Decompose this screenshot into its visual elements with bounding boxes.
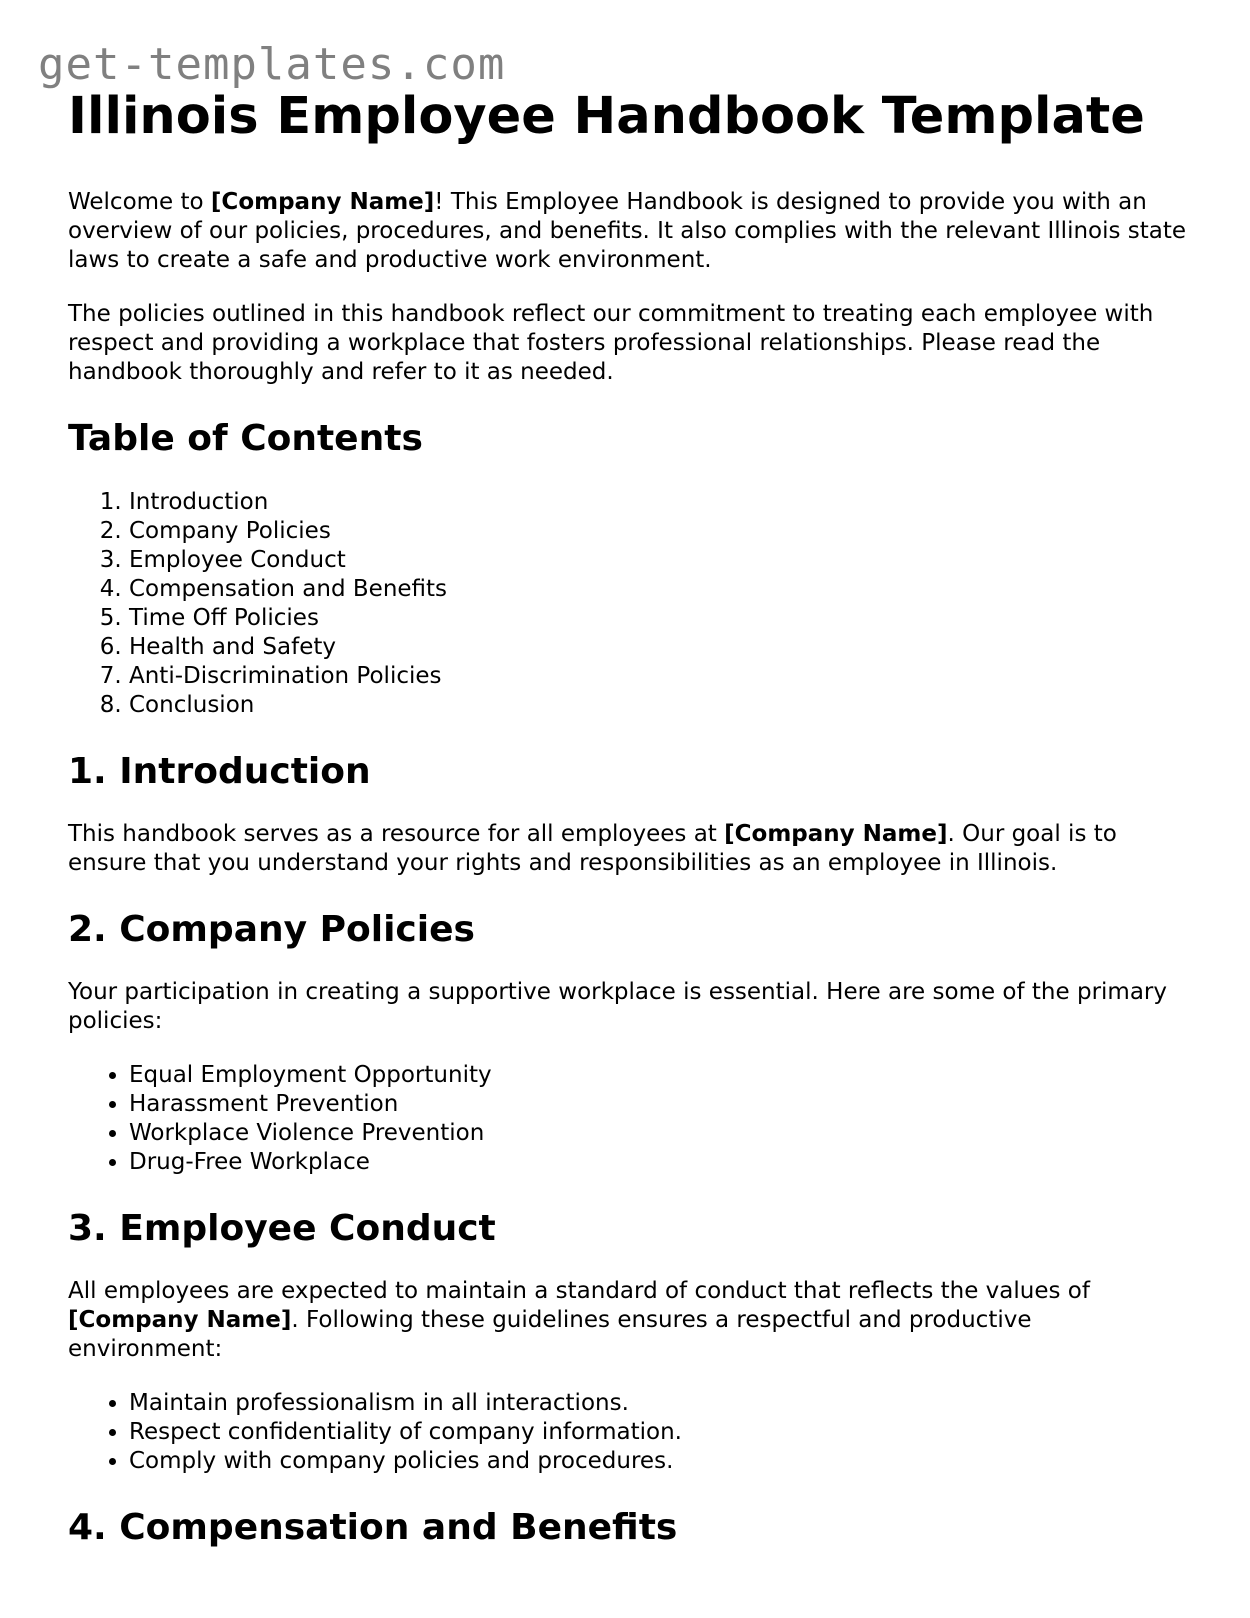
list-item: • Drug-Free Workplace bbox=[129, 1148, 1188, 1177]
toc-item: 2. Company Policies bbox=[129, 517, 1188, 546]
introduction-text-prefix: This handbook serves as a resource for all employees at bbox=[68, 821, 725, 847]
toc-item: 8. Conclusion bbox=[129, 691, 1188, 720]
document-body bbox=[68, 82, 1188, 1552]
intro-text-suffix: ! This Employee Handbook is designed to provide you with an overview of our policies, procedures, and benefits. It also complies with the relevant Illinois state laws to create a safe and productive work environment. bbox=[68, 189, 1187, 273]
list-item: • Respect confidentiality of company information. bbox=[129, 1418, 1188, 1447]
toc-item: 5. Time Off Policies bbox=[129, 604, 1188, 633]
list-item: • Workplace Violence Prevention bbox=[129, 1119, 1188, 1148]
list-item: • Maintain professionalism in all interactions. bbox=[129, 1389, 1188, 1418]
toc-heading: Table of Contents bbox=[68, 418, 423, 459]
toc-item: 3. Employee Conduct bbox=[129, 546, 1188, 575]
list-item: • Harassment Prevention bbox=[129, 1090, 1188, 1119]
company-name-placeholder: [Company Name] bbox=[68, 1307, 292, 1333]
list-item: • Equal Employment Opportunity bbox=[129, 1061, 1188, 1090]
section-heading-company-policies: 2. Company Policies bbox=[68, 909, 475, 950]
company-name-placeholder: [Company Name] bbox=[724, 821, 948, 847]
page-title: Illinois Employee Handbook Template bbox=[68, 87, 1145, 146]
toc-item: 7. Anti-Discrimination Policies bbox=[129, 662, 1188, 691]
section-heading-compensation: 4. Compensation and Benefits bbox=[68, 1507, 678, 1548]
toc-item: 1. Introduction bbox=[129, 488, 1188, 517]
introduction-paragraph bbox=[68, 820, 1188, 878]
company-policies-list bbox=[68, 1061, 1188, 1177]
watermark: get-templates.com bbox=[38, 39, 506, 90]
intro-paragraph-1 bbox=[68, 188, 1188, 275]
section-heading-employee-conduct: 3. Employee Conduct bbox=[68, 1208, 496, 1249]
section-heading-introduction: 1. Introduction bbox=[68, 751, 371, 792]
toc-item: 6. Health and Safety bbox=[129, 633, 1188, 662]
employee-conduct-paragraph bbox=[68, 1277, 1188, 1364]
list-item: • Comply with company policies and procedures. bbox=[129, 1447, 1188, 1476]
introduction-text-suffix: . Our goal is to ensure that you understand your rights and responsibilities as an employee in Illinois. bbox=[68, 821, 1117, 876]
company-policies-paragraph: Your participation in creating a supportive workplace is essential. Here are some of the primary policies: bbox=[68, 979, 1167, 1034]
employee-conduct-list bbox=[68, 1389, 1188, 1476]
toc-list bbox=[68, 488, 1188, 720]
conduct-text-prefix: All employees are expected to maintain a standard of conduct that reflects the values of bbox=[68, 1278, 1090, 1304]
intro-paragraph-2: The policies outlined in this handbook reflect our commitment to treating each employee with respect and providing a workplace that fosters professional relationships. Please read the handbook thoroughly and refer to it as needed. bbox=[68, 301, 1154, 385]
company-name-placeholder: [Company Name] bbox=[210, 189, 435, 215]
toc-item: 4. Compensation and Benefits bbox=[129, 575, 1188, 604]
intro-text-prefix: Welcome to bbox=[68, 189, 211, 215]
conduct-text-suffix: . Following these guidelines ensures a respectful and productive environment: bbox=[68, 1307, 1032, 1362]
